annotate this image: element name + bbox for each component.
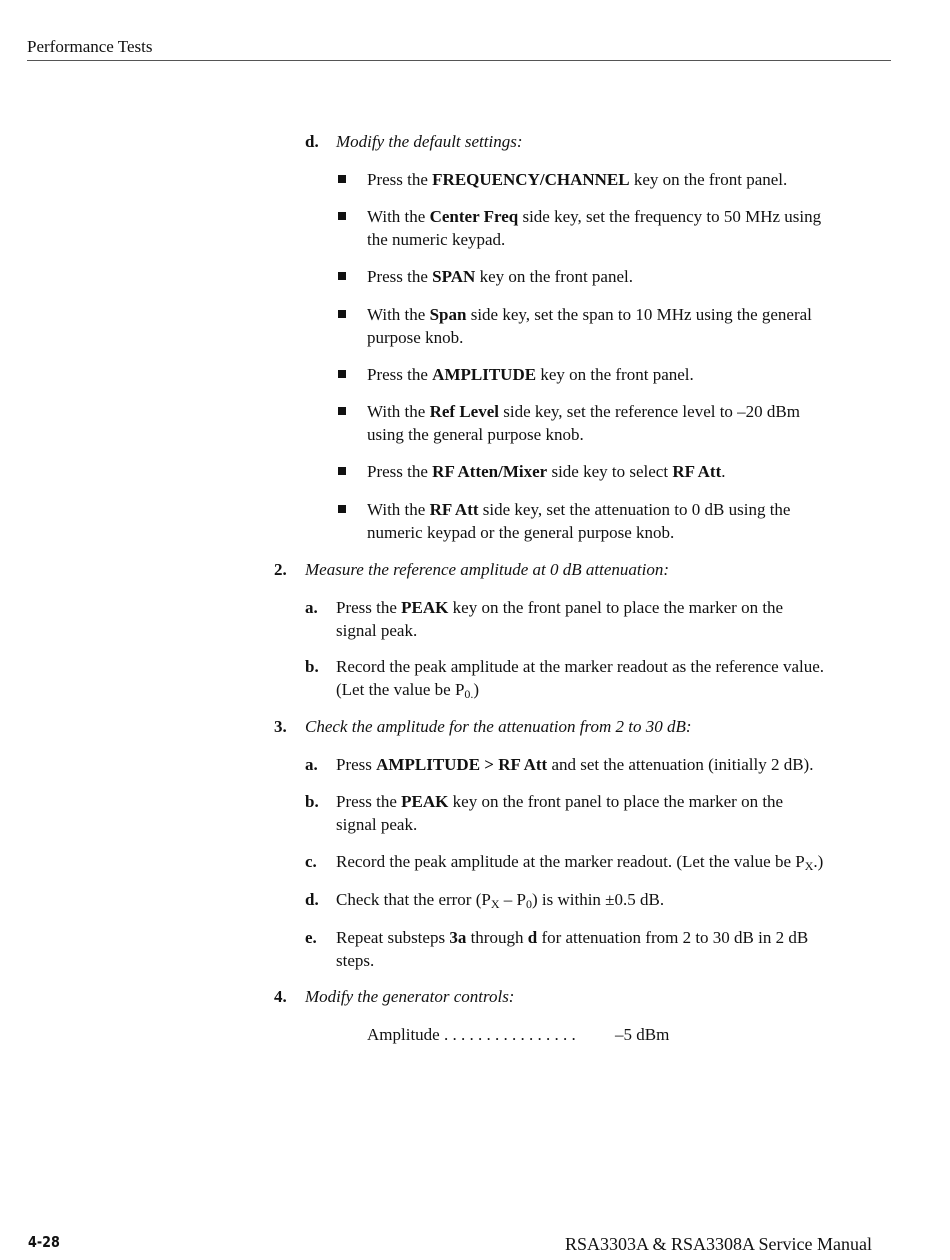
setting-value: –5 dBm xyxy=(615,1025,670,1044)
step-3a-text: Press AMPLITUDE > RF Att and set the attenuation (initially 2 dB). xyxy=(336,755,814,774)
step-3d-label: d. xyxy=(305,890,319,909)
setting-leader: . . . . . . . . . . . . . . . . xyxy=(439,1025,576,1044)
step-3d-text: Check that the error $(P_X - P_0)$ is within ±0.5 dB. xyxy=(336,890,665,911)
generator-setting-row xyxy=(367,1023,576,1046)
bullet-2-line-2: the numeric keypad. xyxy=(367,230,506,249)
bullet-8-line-2: numeric keypad or the general purpose knob. xyxy=(367,523,675,542)
step-2b-text-line-2: (Let the value be $P_{0.}$) xyxy=(336,680,480,701)
bullet-7: Press the RF Atten/Mixer side key to select RF Att. xyxy=(367,462,726,481)
step-3-number: 3. xyxy=(274,717,287,736)
bullet-6-line-2: using the general purpose knob. xyxy=(367,425,584,444)
page-number: 4-28 xyxy=(28,1233,60,1251)
step-2-number: 2. xyxy=(274,560,287,579)
step-3b-label: b. xyxy=(305,792,319,811)
manual-title: RSA3303A & RSA3308A Service Manual xyxy=(565,1234,873,1254)
step-2b-text: Record the peak amplitude at the marker readout as the reference value. xyxy=(336,657,825,676)
bullet-4-line-2: purpose knob. xyxy=(367,328,464,347)
bullet-1: Press the FREQUENCY/CHANNEL key on the front panel. xyxy=(367,170,788,189)
step-3c-label: c. xyxy=(305,852,317,871)
running-header: Performance Tests xyxy=(27,37,153,56)
step-2a-text-line-2: signal peak. xyxy=(336,621,418,640)
bullet-8: With the RF Att side key, set the attenuation to 0 dB using the xyxy=(367,500,791,519)
bullet-4: With the Span side key, set the span to 10 MHz using the general xyxy=(367,305,812,324)
bullet-6: With the Ref Level side key, set the reference level to –20 dBm xyxy=(367,402,800,421)
step-3b-text: Press the PEAK key on the front panel to place the marker on the xyxy=(336,792,784,811)
bullet-5: Press the AMPLITUDE key on the front panel. xyxy=(367,365,694,384)
setting-name: Amplitude xyxy=(367,1025,440,1044)
bullet-marker xyxy=(338,175,346,183)
step-3b-text-line-2: signal peak. xyxy=(336,815,418,834)
bullet-3: Press the SPAN key on the front panel. xyxy=(367,267,633,286)
step-3e-text: Repeat substeps 3a through d for attenuation from 2 to 30 dB in 2 dB xyxy=(336,928,809,947)
bullet-marker xyxy=(338,212,346,220)
step-4-title: Modify the generator controls: xyxy=(305,987,515,1006)
step-2-title: Measure the reference amplitude at 0 dB attenuation: xyxy=(305,560,669,579)
step-2b-label: b. xyxy=(305,657,319,676)
step-3c-text: Record the peak amplitude at the marker readout. (Let the value be $P_X$.) xyxy=(336,852,824,873)
bullet-2: With the Center Freq side key, set the frequency to 50 MHz using xyxy=(367,207,822,226)
bullet-marker xyxy=(338,310,346,318)
bullet-marker xyxy=(338,272,346,280)
bullet-marker xyxy=(338,370,346,378)
bullet-marker xyxy=(338,407,346,415)
step-4-number: 4. xyxy=(274,987,287,1006)
step-1d-label: d. xyxy=(305,132,319,151)
bullet-marker xyxy=(338,505,346,513)
step-3e-label: e. xyxy=(305,928,317,947)
header-rule xyxy=(27,60,891,61)
step-2a-text: Press the PEAK key on the front panel to place the marker on the xyxy=(336,598,784,617)
step-1d-title: Modify the default settings: xyxy=(336,132,523,151)
step-3-title: Check the amplitude for the attenuation from 2 to 30 dB: xyxy=(305,717,692,736)
step-3e-text-line-2: steps. xyxy=(336,951,375,970)
step-2a-label: a. xyxy=(305,598,318,617)
step-3a-label: a. xyxy=(305,755,318,774)
bullet-marker xyxy=(338,467,346,475)
